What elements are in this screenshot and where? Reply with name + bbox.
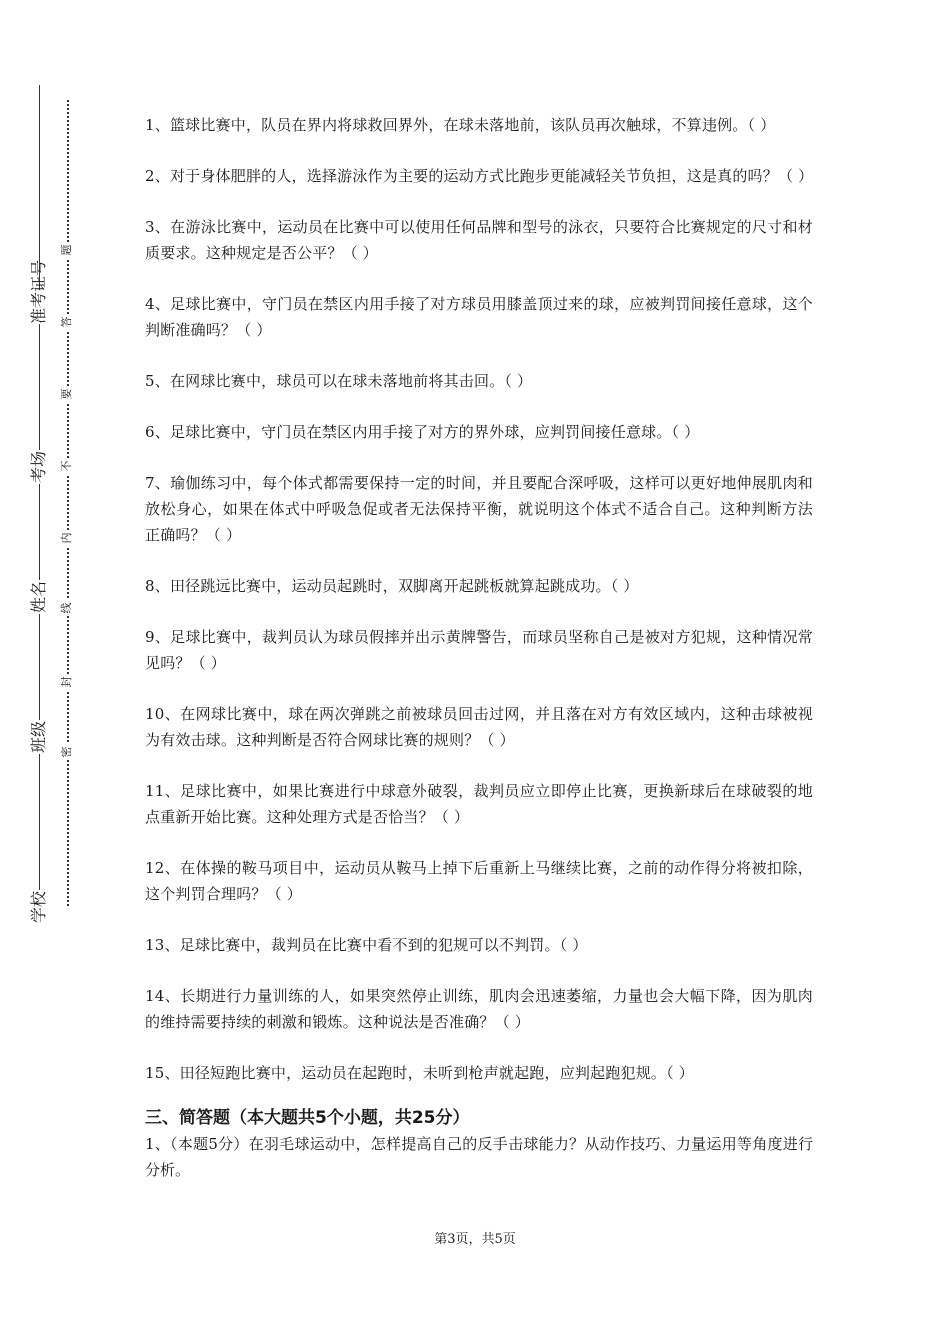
short-answer-question: 1、（本题5分）在羽毛球运动中，怎样提高自己的反手击球能力？从动作技巧、力量运用等角度进行分析。 — [145, 1135, 813, 1179]
field-exam-room-label: 考场 — [22, 450, 56, 484]
binding-margin — [0, 0, 110, 1344]
page-number: 第3页，共5页 — [434, 1232, 516, 1247]
section-title: 三、简答题（本大题共5个小题，共25分） — [145, 1108, 470, 1128]
question-item: 10、在网球比赛中，球在两次弹跳之前被球员回击过网，并且落在对方有效区域内，这种击球被视为有效击球。这种判断是否符合网球比赛的规则？（ ） — [145, 705, 813, 749]
seal-char: 封 — [59, 674, 75, 690]
question-item: 15、田径短跑比赛中，运动员在起跑时，未听到枪声就起跑，应判起跑犯规。（ ） — [145, 1064, 694, 1082]
question-item: 3、在游泳比赛中，运动员在比赛中可以使用任何品牌和型号的泳衣，只要符合比赛规定的尺寸和材质要求。这种规定是否公平？（ ） — [145, 218, 813, 262]
field-school-label: 学校 — [22, 890, 56, 924]
seal-dotted-line — [67, 100, 69, 906]
field-exam-id-label: 准考证号 — [22, 290, 56, 324]
binding-solid-line — [39, 85, 40, 905]
field-name-label: 姓名 — [22, 580, 56, 614]
seal-char: 题 — [59, 242, 75, 258]
question-item: 14、长期进行力量训练的人，如果突然停止训练，肌肉会迅速萎缩，力量也会大幅下降，因为肌肉的维持需要持续的刺激和锻炼。这种说法是否准确？（ ） — [145, 987, 813, 1031]
question-item: 12、在体操的鞍马项目中，运动员从鞍马上掉下后重新上马继续比赛，之前的动作得分将被扣除，这个判罚合理吗？（ ） — [145, 859, 813, 903]
seal-char: 内 — [59, 530, 75, 546]
question-item: 1、篮球比赛中，队员在界内将球救回界外，在球未落地前，该队员再次触球，不算违例。（ ） — [145, 116, 776, 134]
question-item: 11、足球比赛中，如果比赛进行中球意外破裂，裁判员应立即停止比赛，更换新球后在球破裂的地点重新开始比赛。这种处理方式是否恰当？（ ） — [145, 782, 813, 826]
seal-char: 不 — [59, 458, 75, 474]
question-item: 4、足球比赛中，守门员在禁区内用手接了对方球员用膝盖顶过来的球，应被判罚间接任意球，这个判断准确吗？（ ） — [145, 295, 813, 339]
seal-char: 答 — [59, 314, 75, 330]
exam-content — [145, 112, 813, 1183]
question-item: 7、瑜伽练习中，每个体式都需要保持一定的时间，并且要配合深呼吸，这样可以更好地伸展肌肉和放松身心，如果在体式中呼吸急促或者无法保持平衡，就说明这个体式不适合自己。这种判断方法正确吗？（ ） — [145, 474, 813, 544]
question-item: 9、足球比赛中，裁判员认为球员假摔并出示黄牌警告，而球员坚称自己是被对方犯规，这种情况常见吗？（ ） — [145, 628, 813, 672]
seal-char: 线 — [59, 600, 75, 616]
question-item: 8、田径跳远比赛中，运动员起跳时，双脚离开起跳板就算起跳成功。（ ） — [145, 577, 639, 595]
seal-char: 要 — [59, 386, 75, 402]
field-class-label: 班级 — [22, 720, 56, 754]
question-item: 13、足球比赛中，裁判员在比赛中看不到的犯规可以不判罚。（ ） — [145, 936, 588, 954]
seal-char: 密 — [59, 744, 75, 760]
question-item: 6、足球比赛中，守门员在禁区内用手接了对方的界外球，应判罚间接任意球。（ ） — [145, 423, 700, 441]
question-item: 2、对于身体肥胖的人，选择游泳作为主要的运动方式比跑步更能减轻关节负担，这是真的吗？（ ） — [145, 167, 814, 185]
question-item: 5、在网球比赛中，球员可以在球未落地前将其击回。（ ） — [145, 372, 533, 390]
